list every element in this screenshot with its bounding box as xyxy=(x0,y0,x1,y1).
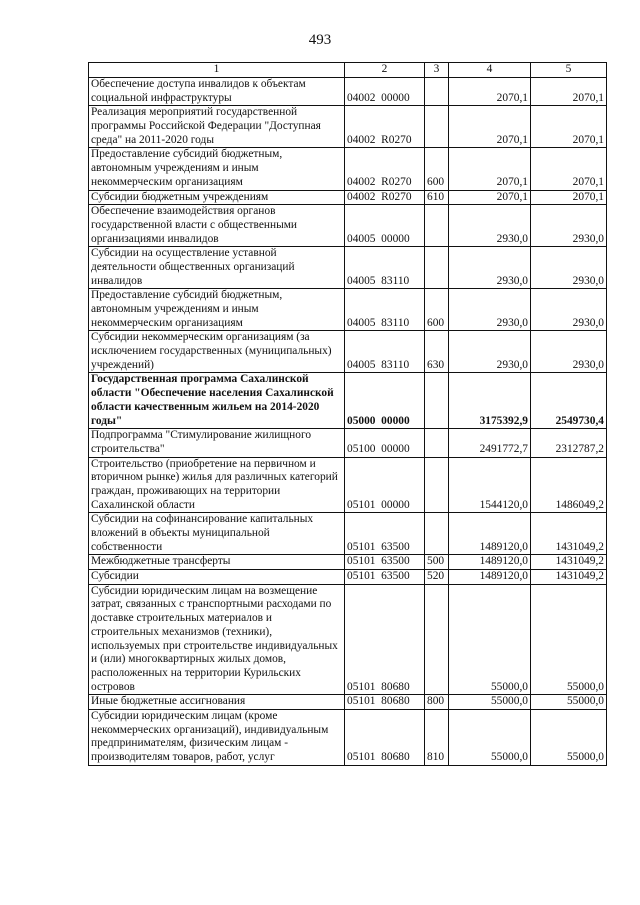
row-name: Субсидии на софинансирование капитальных вложений в объекты муниципальной собственности xyxy=(89,513,345,555)
row-expense-type xyxy=(425,584,449,695)
row-amount-1: 3175392,9 xyxy=(449,373,531,429)
row-amount-2: 2312787,2 xyxy=(531,429,607,457)
row-amount-1: 2070,1 xyxy=(449,106,531,148)
row-amount-1: 1544120,0 xyxy=(449,457,531,513)
row-amount-2: 2070,1 xyxy=(531,190,607,205)
row-amount-1: 2930,0 xyxy=(449,289,531,331)
row-expense-type: 600 xyxy=(425,289,449,331)
page-number: 493 xyxy=(308,32,332,48)
row-expense-type xyxy=(425,78,449,106)
row-code: 05100 00000 xyxy=(345,429,425,457)
row-name: Субсидии юридическим лицам (кроме некоммерческих организаций), индивидуальным предпринимателям, физическим лицам - производителям товаров, работ, услуг xyxy=(89,709,345,765)
row-amount-2: 2930,0 xyxy=(531,289,607,331)
budget-table xyxy=(88,62,607,766)
row-amount-1: 2070,1 xyxy=(449,148,531,190)
row-code: 04005 00000 xyxy=(345,205,425,247)
row-code: 04005 83110 xyxy=(345,289,425,331)
row-amount-1: 2930,0 xyxy=(449,331,531,373)
row-name: Строительство (приобретение на первичном и вторичном рынке) жилья для различных категорий граждан, проживающих на территории Сахалинской области xyxy=(89,457,345,513)
column-header-type: 3 xyxy=(425,63,449,78)
table-body xyxy=(89,78,607,766)
row-amount-2: 2930,0 xyxy=(531,247,607,289)
row-amount-1: 2070,1 xyxy=(449,190,531,205)
column-header-amount-2: 5 xyxy=(531,63,607,78)
row-code: 05101 80680 xyxy=(345,695,425,710)
row-amount-2: 55000,0 xyxy=(531,695,607,710)
row-amount-2: 2930,0 xyxy=(531,331,607,373)
row-amount-1: 55000,0 xyxy=(449,695,531,710)
row-amount-2: 1431049,2 xyxy=(531,555,607,570)
table-row xyxy=(89,457,607,513)
row-name: Субсидии бюджетным учреждениям xyxy=(89,190,345,205)
table-row xyxy=(89,429,607,457)
table-row xyxy=(89,570,607,585)
row-expense-type xyxy=(425,513,449,555)
column-header-name: 1 xyxy=(89,63,345,78)
row-name: Обеспечение взаимодействия органов государственной власти с общественными организациями инвалидов xyxy=(89,205,345,247)
row-expense-type xyxy=(425,106,449,148)
row-code: 05101 63500 xyxy=(345,555,425,570)
row-code: 04005 83110 xyxy=(345,247,425,289)
row-amount-1: 2070,1 xyxy=(449,78,531,106)
row-amount-1: 1489120,0 xyxy=(449,513,531,555)
row-code: 05101 80680 xyxy=(345,709,425,765)
row-amount-2: 55000,0 xyxy=(531,709,607,765)
row-expense-type xyxy=(425,373,449,429)
row-code: 05101 80680 xyxy=(345,584,425,695)
row-amount-1: 1489120,0 xyxy=(449,555,531,570)
table-row xyxy=(89,205,607,247)
row-amount-2: 1431049,2 xyxy=(531,513,607,555)
row-expense-type xyxy=(425,247,449,289)
row-code: 04002 00000 xyxy=(345,78,425,106)
row-name: Иные бюджетные ассигнования xyxy=(89,695,345,710)
row-amount-1: 2491772,7 xyxy=(449,429,531,457)
row-expense-type xyxy=(425,429,449,457)
row-amount-2: 2070,1 xyxy=(531,78,607,106)
table-row xyxy=(89,148,607,190)
table-row xyxy=(89,373,607,429)
column-header-code: 2 xyxy=(345,63,425,78)
row-amount-1: 2930,0 xyxy=(449,247,531,289)
row-amount-1: 55000,0 xyxy=(449,709,531,765)
row-code: 04005 83110 xyxy=(345,331,425,373)
row-name: Межбюджетные трансферты xyxy=(89,555,345,570)
row-code: 04002 R0270 xyxy=(345,190,425,205)
table-row xyxy=(89,247,607,289)
row-expense-type xyxy=(425,457,449,513)
row-expense-type: 630 xyxy=(425,331,449,373)
table-row xyxy=(89,78,607,106)
table-row xyxy=(89,190,607,205)
table-row xyxy=(89,709,607,765)
row-name: Субсидии xyxy=(89,570,345,585)
row-amount-2: 2930,0 xyxy=(531,205,607,247)
row-name: Реализация мероприятий государственной программы Российской Федерации "Доступная среда" на 2011-2020 годы xyxy=(89,106,345,148)
row-code: 05101 00000 xyxy=(345,457,425,513)
row-code: 05101 63500 xyxy=(345,513,425,555)
row-code: 05101 63500 xyxy=(345,570,425,585)
row-code: 04002 R0270 xyxy=(345,106,425,148)
column-header-amount-1: 4 xyxy=(449,63,531,78)
row-amount-2: 55000,0 xyxy=(531,584,607,695)
row-expense-type: 600 xyxy=(425,148,449,190)
row-expense-type: 500 xyxy=(425,555,449,570)
row-expense-type: 810 xyxy=(425,709,449,765)
row-expense-type: 520 xyxy=(425,570,449,585)
row-amount-1: 55000,0 xyxy=(449,584,531,695)
row-name: Предоставление субсидий бюджетным, автономным учреждениям и иным некоммерческим организациям xyxy=(89,289,345,331)
table-row xyxy=(89,513,607,555)
table-row xyxy=(89,106,607,148)
row-expense-type: 610 xyxy=(425,190,449,205)
row-amount-2: 2070,1 xyxy=(531,148,607,190)
row-expense-type xyxy=(425,205,449,247)
row-name: Субсидии юридическим лицам на возмещение затрат, связанных с транспортными расходами по доставке строительных материалов и строительных механизмов (техники), используемых при строительстве индивидуальных и (или) многоквартирных жилых домов, расположенных на территории Курильских островов xyxy=(89,584,345,695)
table-row xyxy=(89,331,607,373)
table-row xyxy=(89,555,607,570)
row-amount-1: 1489120,0 xyxy=(449,570,531,585)
table-row xyxy=(89,695,607,710)
row-amount-2: 1431049,2 xyxy=(531,570,607,585)
row-name: Субсидии некоммерческим организациям (за исключением государственных (муниципальных) учреждений) xyxy=(89,331,345,373)
row-expense-type: 800 xyxy=(425,695,449,710)
row-code: 05000 00000 xyxy=(345,373,425,429)
row-name: Субсидии на осуществление уставной деятельности общественных организаций инвалидов xyxy=(89,247,345,289)
row-code: 04002 R0270 xyxy=(345,148,425,190)
row-amount-2: 2070,1 xyxy=(531,106,607,148)
table-header-row xyxy=(89,63,607,78)
row-name: Подпрограмма "Стимулирование жилищного строительства" xyxy=(89,429,345,457)
row-amount-2: 2549730,4 xyxy=(531,373,607,429)
row-amount-1: 2930,0 xyxy=(449,205,531,247)
row-amount-2: 1486049,2 xyxy=(531,457,607,513)
table-row xyxy=(89,584,607,695)
row-name: Обеспечение доступа инвалидов к объектам социальной инфраструктуры xyxy=(89,78,345,106)
row-name: Предоставление субсидий бюджетным, автономным учреждениям и иным некоммерческим организациям xyxy=(89,148,345,190)
table-row xyxy=(89,289,607,331)
row-name: Государственная программа Сахалинской области "Обеспечение населения Сахалинской области качественным жильем на 2014-2020 годы" xyxy=(89,373,345,429)
